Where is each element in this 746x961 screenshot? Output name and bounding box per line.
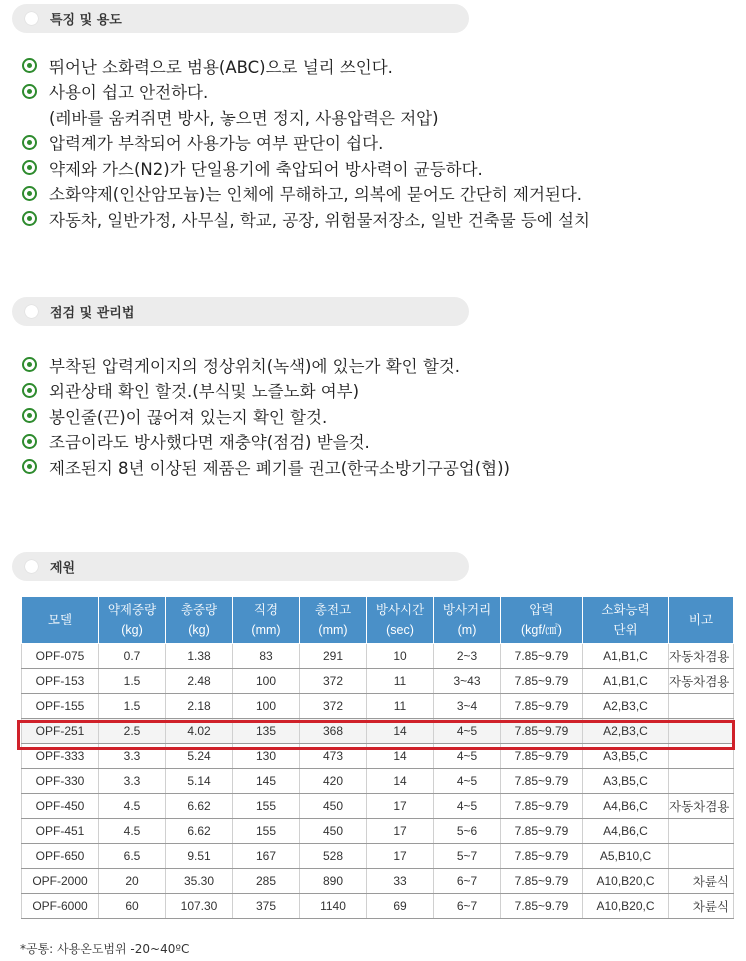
bullet-icon — [22, 135, 37, 150]
table-cell: 20 — [99, 869, 166, 894]
table-cell: 5.24 — [166, 744, 233, 769]
table-cell: 9.51 — [166, 844, 233, 869]
table-cell: 69 — [367, 894, 434, 919]
table-cell: 372 — [300, 669, 367, 694]
table-cell: A3,B5,C — [583, 769, 669, 794]
section-title: 점검 및 관리법 — [50, 306, 135, 321]
table-row — [22, 669, 734, 694]
table-cell: A2,B3,C — [583, 694, 669, 719]
circle-icon — [25, 12, 38, 25]
col-header-remarks: 비고 — [669, 597, 734, 644]
table-cell: 14 — [367, 744, 434, 769]
table-cell: 420 — [300, 769, 367, 794]
table-cell: 7.85~9.79 — [501, 894, 583, 919]
table-cell: 5~7 — [434, 844, 501, 869]
table-cell: A10,B20,C — [583, 869, 669, 894]
table-cell: 291 — [300, 644, 367, 669]
table-row — [22, 794, 734, 819]
table-cell: 155 — [233, 819, 300, 844]
table-cell: 7.85~9.79 — [501, 644, 583, 669]
table-cell: 7.85~9.79 — [501, 669, 583, 694]
table-cell: OPF-650 — [22, 844, 99, 869]
spec-table — [21, 596, 734, 919]
table-cell: A2,B3,C — [583, 719, 669, 744]
table-cell: 450 — [300, 819, 367, 844]
table-cell: A10,B20,C — [583, 894, 669, 919]
inspection-list — [22, 352, 510, 480]
table-cell: 528 — [300, 844, 367, 869]
table-cell: 5.14 — [166, 769, 233, 794]
col-header-pressure: 압력 (kgf/㎠) — [501, 597, 583, 644]
table-cell: 145 — [233, 769, 300, 794]
list-item: 부착된 압력게이지의 정상위치(녹색)에 있는가 확인 할것. — [22, 352, 510, 378]
table-row — [22, 819, 734, 844]
table-cell: OPF-450 — [22, 794, 99, 819]
table-cell: 차륜식 — [669, 869, 734, 894]
table-cell: 3.3 — [99, 769, 166, 794]
section-header-specs — [12, 552, 469, 581]
list-item: 약제와 가스(N2)가 단일용기에 축압되어 방사력이 균등하다. — [22, 155, 590, 181]
table-row — [22, 894, 734, 919]
table-cell: 자동차겸용 — [669, 669, 734, 694]
table-cell: 11 — [367, 669, 434, 694]
table-cell: 100 — [233, 694, 300, 719]
table-cell: 375 — [233, 894, 300, 919]
bullet-icon — [22, 459, 37, 474]
table-cell: 차륜식 — [669, 894, 734, 919]
table-cell: 3~4 — [434, 694, 501, 719]
table-cell: 7.85~9.79 — [501, 869, 583, 894]
col-header-total-weight: 총중량 (kg) — [166, 597, 233, 644]
bullet-icon — [22, 408, 37, 423]
table-cell: 6.62 — [166, 819, 233, 844]
table-cell: OPF-251 — [22, 719, 99, 744]
table-cell: 4~5 — [434, 719, 501, 744]
table-cell: 33 — [367, 869, 434, 894]
list-item: 소화약제(인산암모늄)는 인체에 무해하고, 의복에 묻어도 간단히 제거된다. — [22, 181, 590, 207]
table-cell: 450 — [300, 794, 367, 819]
table-cell: 4~5 — [434, 744, 501, 769]
table-cell: 2.5 — [99, 719, 166, 744]
table-cell: 107.30 — [166, 894, 233, 919]
table-cell: OPF-451 — [22, 819, 99, 844]
table-cell: A5,B10,C — [583, 844, 669, 869]
table-cell: 890 — [300, 869, 367, 894]
table-cell: OPF-333 — [22, 744, 99, 769]
table-row — [22, 869, 734, 894]
table-cell: 7.85~9.79 — [501, 819, 583, 844]
features-list — [22, 53, 590, 232]
table-cell: 60 — [99, 894, 166, 919]
table-cell: 372 — [300, 694, 367, 719]
circle-icon — [25, 305, 38, 318]
bullet-icon — [22, 383, 37, 398]
section-title: 제원 — [50, 561, 76, 576]
col-header-diameter: 직경 (mm) — [233, 597, 300, 644]
col-header-model: 모델 — [22, 597, 99, 644]
list-item-note: (레바를 움켜쥐면 방사, 놓으면 정지, 사용압력은 저압) — [49, 108, 439, 128]
table-cell: OPF-6000 — [22, 894, 99, 919]
table-cell: 7.85~9.79 — [501, 744, 583, 769]
table-cell — [669, 769, 734, 794]
table-cell: 3.3 — [99, 744, 166, 769]
table-cell: 17 — [367, 794, 434, 819]
table-cell: 6.62 — [166, 794, 233, 819]
table-row — [22, 844, 734, 869]
table-cell: 285 — [233, 869, 300, 894]
section-title: 특징 및 용도 — [50, 13, 122, 28]
table-cell: OPF-075 — [22, 644, 99, 669]
table-cell: 2.18 — [166, 694, 233, 719]
table-cell: 167 — [233, 844, 300, 869]
col-header-height: 총전고 (mm) — [300, 597, 367, 644]
table-cell: 3~43 — [434, 669, 501, 694]
table-cell — [669, 694, 734, 719]
list-item: 압력계가 부착되어 사용가능 여부 판단이 쉽다. — [22, 130, 590, 156]
table-cell: 4~5 — [434, 769, 501, 794]
list-item: 외관상태 확인 할것.(부식및 노즐노화 여부) — [22, 378, 510, 404]
col-header-agent-weight: 약제중량 (kg) — [99, 597, 166, 644]
bullet-icon — [22, 211, 37, 226]
table-cell: 4~5 — [434, 794, 501, 819]
table-cell: 5~6 — [434, 819, 501, 844]
table-cell: 6~7 — [434, 869, 501, 894]
table-cell: 155 — [233, 794, 300, 819]
bullet-icon — [22, 58, 37, 73]
table-cell: 2.48 — [166, 669, 233, 694]
table-cell: 130 — [233, 744, 300, 769]
table-cell: 1.5 — [99, 669, 166, 694]
table-cell: 17 — [367, 844, 434, 869]
table-cell: OPF-330 — [22, 769, 99, 794]
table-cell: 14 — [367, 719, 434, 744]
table-row — [22, 769, 734, 794]
table-cell: A1,B1,C — [583, 644, 669, 669]
table-cell: 17 — [367, 819, 434, 844]
spec-table-body — [22, 644, 734, 919]
list-item: 조금이라도 방사했다면 재충약(점검) 받을것. — [22, 429, 510, 455]
table-cell: 14 — [367, 769, 434, 794]
section-header-features — [12, 4, 469, 33]
table-cell: 7.85~9.79 — [501, 844, 583, 869]
table-cell: 자동차겸용 — [669, 794, 734, 819]
col-header-capacity: 소화능력 단위 — [583, 597, 669, 644]
table-cell: 7.85~9.79 — [501, 769, 583, 794]
table-cell: OPF-155 — [22, 694, 99, 719]
table-cell: OPF-153 — [22, 669, 99, 694]
table-cell: 11 — [367, 694, 434, 719]
table-cell: 7.85~9.79 — [501, 719, 583, 744]
table-cell: 자동차겸용 — [669, 644, 734, 669]
highlight-box — [17, 720, 735, 750]
table-header-row — [22, 597, 734, 644]
bullet-icon — [22, 84, 37, 99]
table-cell: A4,B6,C — [583, 819, 669, 844]
circle-icon — [25, 560, 38, 573]
bullet-icon — [22, 434, 37, 449]
table-cell: 10 — [367, 644, 434, 669]
bullet-icon — [22, 186, 37, 201]
bullet-icon — [22, 160, 37, 175]
table-cell: 7.85~9.79 — [501, 694, 583, 719]
col-header-discharge-time: 방사시간 (sec) — [367, 597, 434, 644]
table-cell: 368 — [300, 719, 367, 744]
table-cell: 35.30 — [166, 869, 233, 894]
table-row — [22, 644, 734, 669]
table-cell: 6~7 — [434, 894, 501, 919]
table-row — [22, 694, 734, 719]
table-cell: 4.02 — [166, 719, 233, 744]
table-cell: 83 — [233, 644, 300, 669]
table-cell: 1.5 — [99, 694, 166, 719]
table-cell: 100 — [233, 669, 300, 694]
table-cell: A3,B5,C — [583, 744, 669, 769]
col-header-discharge-range: 방사거리 (m) — [434, 597, 501, 644]
table-cell: 2~3 — [434, 644, 501, 669]
table-cell: A1,B1,C — [583, 669, 669, 694]
table-cell: 4.5 — [99, 819, 166, 844]
table-cell: 1.38 — [166, 644, 233, 669]
table-cell: 4.5 — [99, 794, 166, 819]
table-cell: 1140 — [300, 894, 367, 919]
table-cell — [669, 819, 734, 844]
list-item: 봉인줄(끈)이 끊어져 있는지 확인 할것. — [22, 403, 510, 429]
list-item: 제조된지 8년 이상된 제품은 폐기를 권고(한국소방기구공업(협)) — [22, 454, 510, 480]
table-cell — [669, 844, 734, 869]
table-cell: A4,B6,C — [583, 794, 669, 819]
section-header-inspection — [12, 297, 469, 326]
table-cell: OPF-2000 — [22, 869, 99, 894]
list-item: 사용이 쉽고 안전하다. — [22, 79, 590, 105]
footnote: *공통: 사용온도범위 -20~40ºC — [20, 942, 190, 956]
bullet-icon — [22, 357, 37, 372]
table-cell: 0.7 — [99, 644, 166, 669]
table-cell: 7.85~9.79 — [501, 794, 583, 819]
table-cell: 6.5 — [99, 844, 166, 869]
table-cell: 135 — [233, 719, 300, 744]
table-cell: 473 — [300, 744, 367, 769]
list-item: 자동차, 일반가정, 사무실, 학교, 공장, 위험물저장소, 일반 건축물 등에 설치 — [22, 206, 590, 232]
list-item: 뛰어난 소화력으로 범용(ABC)으로 널리 쓰인다. — [22, 53, 590, 79]
